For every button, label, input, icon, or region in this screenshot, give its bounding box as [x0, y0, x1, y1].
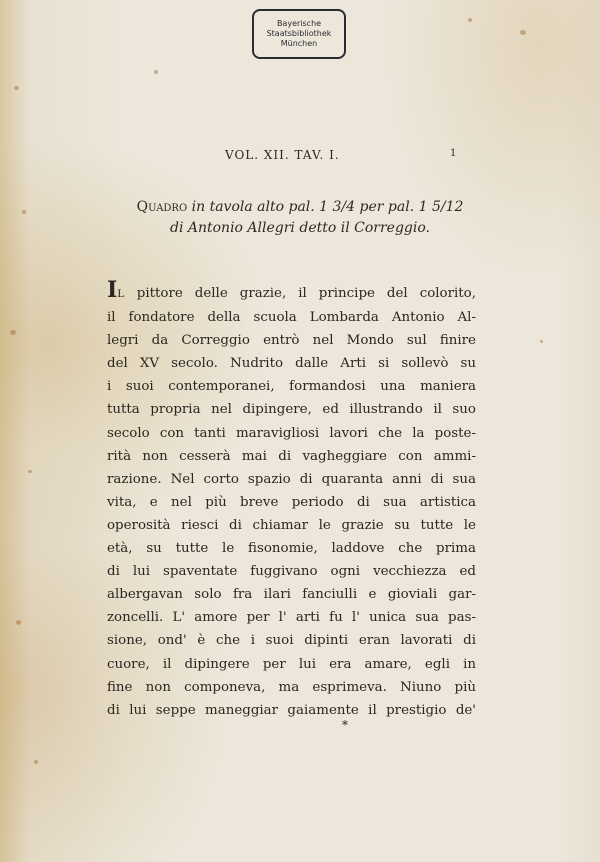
- body-line: albergavan solo fra ilari fanciulli e gioviali gar-: [107, 587, 476, 603]
- title-lead: Quadro: [136, 199, 188, 215]
- drop-cap: I: [107, 277, 118, 303]
- stamp-line-3: München: [280, 39, 318, 48]
- body-line: zoncelli. L' amore per l' arti fu l' unica sua pas-: [107, 610, 476, 626]
- page-number: 1: [450, 148, 458, 159]
- body-line: vita, e nel più breve periodo di sua artistica: [107, 494, 476, 510]
- body-line: razione. Nel corto spazio di quaranta anni di sua: [107, 471, 476, 487]
- signature-mark: *: [342, 718, 348, 732]
- body-line: del XV secolo. Nudrito dalle Arti si sollevò su: [107, 356, 476, 372]
- body-line-text: pittore delle grazie, il principe del colorito,: [124, 286, 476, 301]
- body-line: rità non cesserà mai di vagheggiare con ammi-: [107, 448, 476, 464]
- running-header: [0, 148, 600, 164]
- body-line: di lui seppe maneggiar gaiamente il prestigio de': [107, 702, 476, 718]
- foxing-speck: [540, 340, 543, 343]
- body-line: di lui spaventate fuggivano ogni vecchiezza ed: [107, 564, 476, 580]
- stamp-line-1: Bayerische: [276, 19, 322, 28]
- plate-title: [100, 197, 500, 239]
- foxing-speck: [520, 30, 526, 35]
- body-line: operosità riesci di chiamar le grazie su tutte le: [107, 517, 476, 533]
- foxing-speck: [14, 86, 19, 90]
- foxing-speck: [34, 760, 38, 764]
- drop-cap-continuation: L: [117, 288, 125, 300]
- body-line: [107, 277, 476, 306]
- body-line: cuore, il dipingere per lui era amare, egli in: [107, 656, 476, 672]
- foxing-speck: [28, 470, 32, 473]
- body-line: sione, ond' è che i suoi dipinti eran lavorati di: [107, 633, 476, 649]
- foxing-speck: [22, 210, 26, 214]
- body-line: età, su tutte le fisonomie, laddove che prima: [107, 541, 476, 557]
- foxing-speck: [16, 620, 21, 625]
- body-paragraph: [107, 277, 476, 722]
- foxing-speck: [10, 330, 16, 335]
- body-line: fine non componeva, ma esprimeva. Niuno più: [107, 679, 476, 695]
- body-line: secolo con tanti maravigliosi lavori che la poste-: [107, 425, 476, 441]
- body-line: il fondatore della scuola Lombarda Antonio Al-: [107, 310, 476, 326]
- stamp-line-2: Staatsbibliothek: [266, 29, 332, 38]
- body-line: legri da Correggio entrò nel Mondo sul finire: [107, 333, 476, 349]
- body-line: tutta propria nel dipingere, ed illustrando il suo: [107, 402, 476, 418]
- running-head: VOL. XII. TAV. I.: [225, 148, 340, 162]
- body-line: i suoi contemporanei, formandosi una maniera: [107, 379, 476, 395]
- title-line-1: [100, 197, 500, 218]
- title-line-1-rest: in tavola alto pal. 1 3/4 per pal. 1 5/12: [187, 199, 464, 215]
- library-stamp: [252, 9, 346, 59]
- foxing-speck: [468, 18, 472, 22]
- foxing-speck: [154, 70, 158, 74]
- title-line-2: di Antonio Allegri detto il Correggio.: [169, 220, 430, 236]
